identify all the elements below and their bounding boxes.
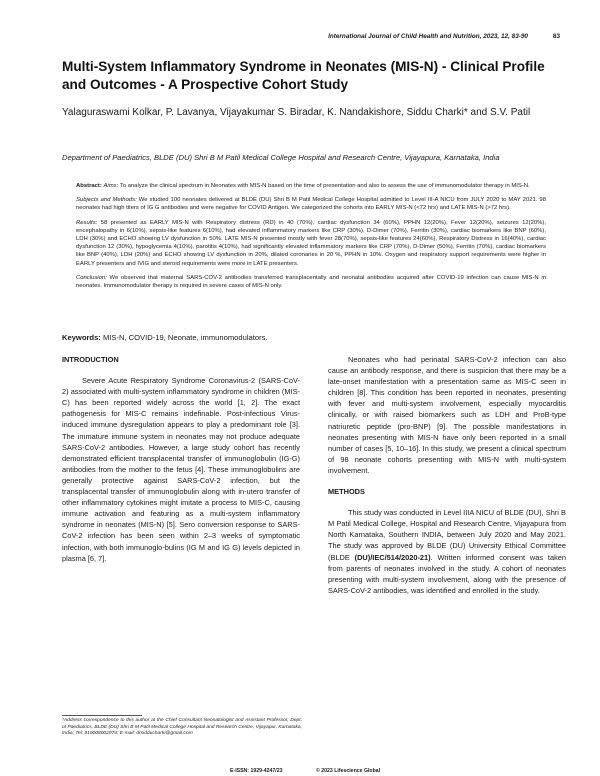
journal-citation: International Journal of Child Health and Nutrition, 2023, 12, 83-90: [328, 33, 528, 40]
right-column: [328, 354, 566, 596]
footnote-divider: [62, 715, 142, 716]
conclusion-text: We observed that maternal SARS-COV-2 antibodies transferred transplacentally and neonatal antibodies acquired after COVID-19 infection can cause MIS-N in neonates. Immunomodulator therapy is required in severe cases of MIS-N only.: [76, 274, 546, 290]
introduction-paragraph-1: Severe Acute Respiratory Syndrome Coronavirus-2 (SARS-CoV-2) associated with multi-system inflammatory syndrome in children (MIS-C) has been reported widely across the world [1, 2]. The exact pathogenesis for MIS-C remains indefinable. Post-infectious Virus-induced immune dysregulation appears to play a predominant role [3]. The immature immune system in neonates may not produce adequate SARS-CoV-2 antibodies. However, a large study cohort has recently demonstrated efficient transplacental transfer of immunoglobulin (IG-G) antibodies from the mother to the fetus [4]. These immunoglobulins are generally protective against SARS-CoV-2 infection, but the transplacental transfer of immunoglobulin along with in-utero transfer of other inflammatory cytokines might imitate a process to MIS-C, causing immune activation and featuring as a multi-system inflammatory syndrome in neonates (MIS-N) [5]. Sero conversion response to SARS-CoV-2 infection has been seen within 2–3 weeks of symptomatic infection, with both immunoglo-bulins (IG M and IG G) levels depicted in plasma [6, 7].: [62, 376, 300, 563]
subjects-text: We studied 100 neonates delivered at BLDE (DU) Shri B M Patil Medical College Hospital admitted to Level III-A NICU from JULY 2020 to MAY 2021. 98 neonates had high titers of IG G antibodies and were negative for COVID Antigen. We categorized the cohorts into EARLY MIS-N (<72 hrs) and LATE MIS-N (>72 hrs).: [76, 197, 546, 212]
ethics-approval-id: (DU)/IEC/514/2020-21): [354, 552, 431, 562]
correspondence-footnote: *Address correspondence to this author at the Chief Consultant Neonatologist and Assistant Professor, Dept. of Paediatrics, BLDE (DU) Shri B M Patil Medical College Hospital and Research Centre, Vijayapur, Karnataka, India; Tel: 919008002974; E-mail: drsidducharki@gmail.com: [62, 718, 302, 737]
affiliation: Department of Paediatrics, BLDE (DU) Shri B M Patil Medical College Hospital and Research Centre, Vijayapura, Karnataka, India: [62, 153, 500, 162]
abstract-aims: [76, 182, 546, 190]
abstract-block: [76, 182, 546, 296]
introduction-paragraph-2: Neonates who had perinatal SARS-CoV-2 infection can also cause an antibody response, and there is suspicion that there may be a late-onset manifestation with a presentation same as MIS-C seen in children [8]. This condition has been reported in neonates, presenting with fever and multi-system involvement, especially myocarditis clinically, or with raised biomarkers such as LDH and ProB-type natriuretic peptide (pro-BNP) [9]. The possible manifestations in neonates presenting with MIS-N have only been reported in a small number of cases [5, 10–16]. In this study, we present a clinical spectrum of 98 neonate cohorts presenting with MIS-N with multi-system involvement.: [328, 355, 566, 475]
keywords-label: Keywords:: [62, 333, 101, 342]
aims-text: To analyze the clinical spectrum in Neonates with MIS-N based on the time of presentation and also to assess the use of immunomodulator therapy in MIS-N.: [118, 183, 530, 189]
subjects-label: Subjects and Methods:: [76, 197, 137, 204]
article-title: Multi-System Inflammatory Syndrome in Neonates (MIS-N) - Clinical Profile and Outcomes - A Prospective Cohort Study: [62, 59, 545, 92]
footer-issn: E-ISSN: 1929-4247/23: [230, 768, 283, 774]
conclusion-label: Conclusion:: [76, 274, 107, 281]
abstract-subjects: [76, 196, 546, 212]
results-text: 58 presented as EARLY MIS-N with Respiratory distress (RD) in 40 (70%), cardiac dysfunction 34 (60%), PPHN 12(20%), Fever 12(20%), seizures 12(20%), encephalopathy in 6(10%), sepsis-like features 6(10%), had elevated inflammatory markers like CRP (30%), D-Dimer (70%), Ferritin (30%), cardiac biomarkers like BNP (60%), LDH (30%) and ECHO showing LV dysfunction in 50%. LATE MIS-N presented mostly with fever 28(70%), sepsis-like features 24(60%), Respiratory Distress in 16(40%), cardiac dysfunction 12 (30%), hypoglycemia 4(10%), parotitis 4(10%), had significantly elevated inflammatory markers like CRP (70%), D-Dimer (50%), Ferritin (70%), cardiac biomarkers like BNP (40%), LDH (20%) and ECHO showing LV dysfunction in 20%, dilated coronaries in 20 %, PPHN in 10%. Oxygen and respiratory support requirements were higher in EARLY presenters and IVIG and steroid requirements were more in LATE presenters.: [76, 219, 546, 267]
author-list: Yalaguraswami Kolkar, P. Lavanya, Vijayakumar S. Biradar, K. Nandakishore, Siddu Charki* and S.V. Patil: [62, 107, 531, 118]
keywords-text: MIS-N, COVID-19, Neonate, immunomodulators.: [100, 333, 268, 342]
results-label: Results:: [76, 219, 98, 226]
page-number: 83: [552, 33, 560, 40]
footer-copyright: © 2023 Lifescience Global: [316, 768, 381, 774]
abstract-conclusion: [76, 274, 546, 290]
left-column: [62, 354, 300, 564]
keywords-line: [62, 333, 560, 342]
methods-text-start: This study was conducted in Level IIIA NICU of BLDE (DU), Shri B M Patil Medical College, Hospital and Research Centre, Vijayapura from North Karnataka, Southern INDIA, between July 2020 and May 2021. The study was approved by BLDE (DU) University Ethical Committee (BLDE: [328, 508, 566, 562]
abstract-results: [76, 219, 546, 268]
methods-paragraph-1: [328, 507, 566, 596]
aims-label: Aims:: [103, 183, 119, 189]
introduction-heading: INTRODUCTION: [62, 355, 119, 364]
methods-text-end: . Written informed consent was taken from parents of neonates involved in the study. A cohort of neonates presenting with multi-system involvement, along with the presence of SARS-CoV-2 antibodies, was identified and enrolled in the study.: [328, 552, 566, 595]
methods-heading: METHODS: [328, 487, 365, 497]
abstract-label: Abstract:: [76, 183, 102, 189]
